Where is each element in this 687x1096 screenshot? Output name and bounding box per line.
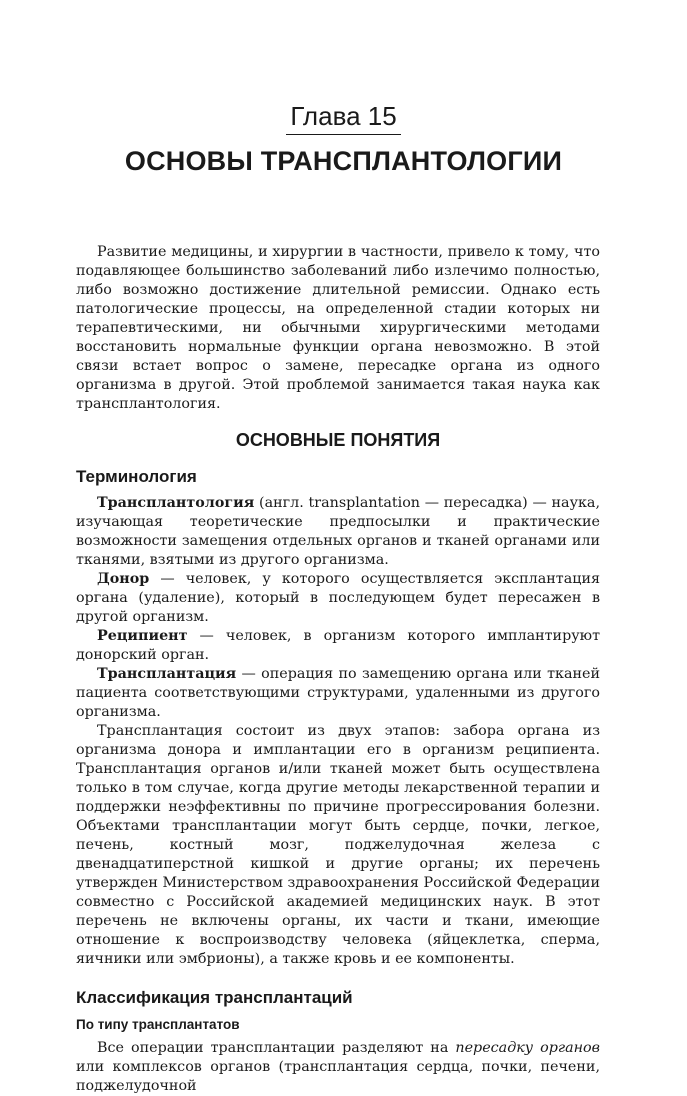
term: Реципиент [97, 628, 188, 644]
subsubsection-title-by-type: По типу трансплантатов [76, 1017, 240, 1032]
subsection-title-classification: Классификация трансплантаций [76, 988, 353, 1007]
chapter-number: Глава 15 [286, 100, 400, 135]
term: Донор [97, 571, 150, 587]
transplantation-paragraph: Трансплантация состоит из двух этапов: забора органа из организма донора и имплантации его в организм реципиента. Трансплантация органов и/или тканей может быть осуществлена только в том случае, когда другие методы лекарственной терапии и поддержки неэффективны по причине прогрессирования болезни. Объектами трансплантации могут быть сердце, почки, легкое, печень, костный мозг, поджелудочная железа с двенадцатиперстной кишкой и другие органы; их перечень утвержден Министерством здравоохранения Российской Федерации совместно с Российской академией медицинских наук. В этот перечень не включены органы, их части и ткани, имеющие отношение к воспроизводству человека (яйцеклетка, сперма, яичники или эмбрионы), а также кровь и ее компоненты. [76, 723, 600, 967]
definition-text: — операция по замещению органа или тканей пациента соответствующими структурами, удаленными из другого организма. [76, 666, 600, 720]
intro-paragraph: Развитие медицины, и хирургии в частности, привело к тому, что подавляющее большинство заболеваний либо излечимо полностью, либо возможно достижение длительной ремиссии. Однако есть патологические процессы, на определенной стадии которых ни терапевтическими, ни обычными хирургическими методами восстановить нормальные функции органа невозможно. В этой связи встает вопрос о замене, пересадке органа из одного организма в другой. Этой проблемой занимается такая наука как трансплантология. [76, 244, 600, 412]
term: Трансплантация [97, 666, 237, 682]
classification-paragraph [76, 1039, 600, 1096]
definition-transplantology [76, 494, 600, 570]
chapter-title: ОСНОВЫ ТРАНСПЛАНТОЛОГИИ [124, 146, 563, 176]
body-text [76, 243, 600, 1096]
definition-text: (англ. transplantation — пересадка) — наука, изучающая теоретические предпосылки и практические возможности замещения отдельных органов и тканей органами или тканями, взятыми из другого организма. [76, 495, 600, 568]
text-segment: Все операции трансплантации разделяют на [97, 1040, 456, 1056]
definition-transplantation [76, 665, 600, 722]
term: Трансплантология [97, 495, 255, 511]
text-segment: или комплексов органов (трансплантация сердца, почки, печени, поджелудочной [76, 1059, 600, 1094]
subsection-title-terminology: Терминология [76, 467, 197, 486]
definition-text: — человек, у которого осуществляется эксплантация органа (удаление), который в последующем будет пересажен в другой организм. [76, 571, 600, 625]
definition-recipient [76, 627, 600, 665]
definition-text: — человек, в организм которого имплантируют донорский орган. [76, 628, 600, 663]
chapter-label [0, 100, 687, 135]
section-title: ОСНОВНЫЕ ПОНЯТИЯ [235, 430, 441, 450]
definition-donor [76, 570, 600, 627]
emphasis-text: пересадку органов [455, 1040, 600, 1056]
